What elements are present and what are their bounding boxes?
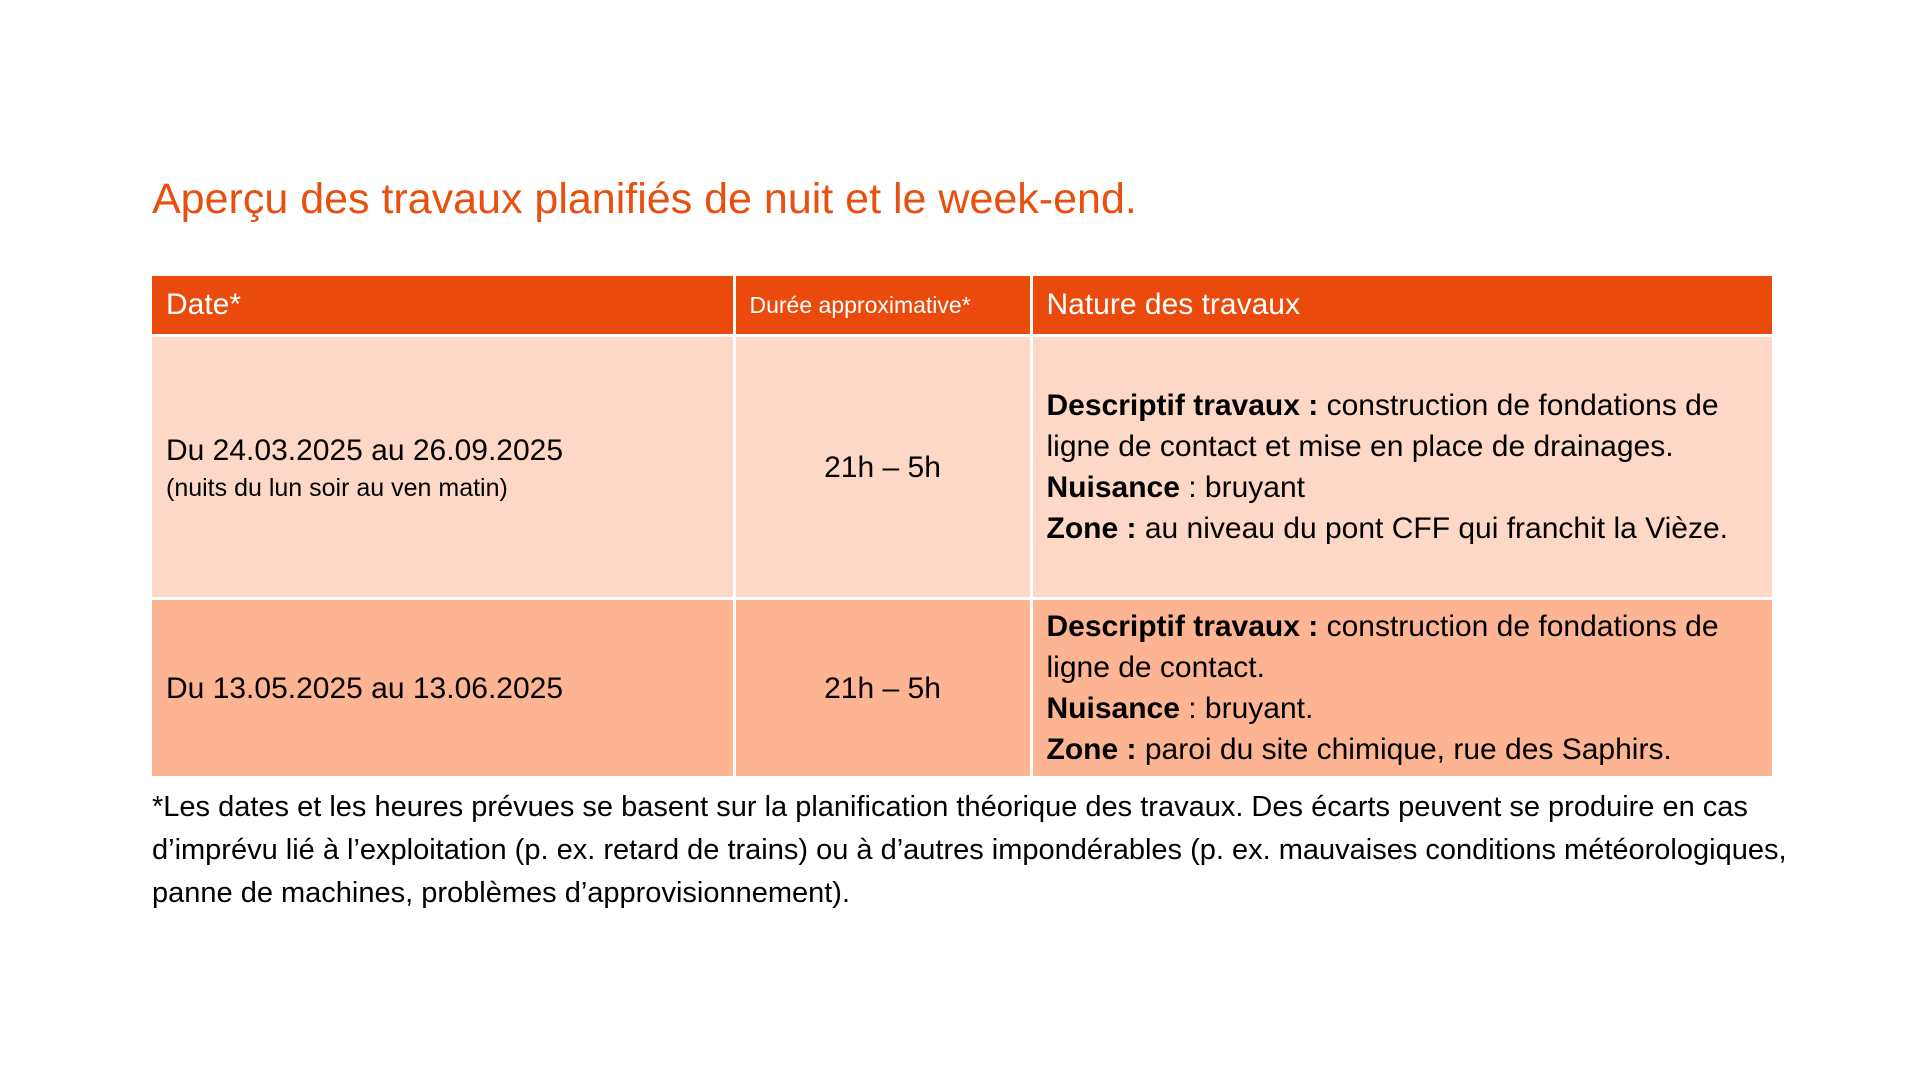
description-line <box>1047 385 1759 467</box>
header-nature: Nature des travaux <box>1031 276 1772 336</box>
works-schedule-table <box>152 276 1772 776</box>
cell-date <box>152 599 734 777</box>
cell-nature <box>1031 336 1772 599</box>
nuisance-label: Nuisance <box>1046 471 1180 504</box>
cell-duration: 21h – 5h <box>734 599 1031 777</box>
description-value: construction de fondations de ligne de contact. <box>1046 610 1719 684</box>
table-header-row <box>152 276 1772 336</box>
zone-line <box>1047 508 1759 549</box>
zone-value: au niveau du pont CFF qui franchit la Vièze. <box>1136 512 1728 545</box>
cell-duration: 21h – 5h <box>734 336 1031 599</box>
nuisance-value: : bruyant <box>1179 471 1305 504</box>
nuisance-label: Nuisance <box>1046 692 1180 725</box>
cell-nature <box>1031 599 1772 777</box>
footnote: *Les dates et les heures prévues se basent sur la planification théorique des travaux. Des écarts peuvent se produire en cas d’imprévu lié à l’exploitation (p. ex. retard de trains) ou à d’autres impondérables (p. ex. mauvaises conditions météorologiques, panne de machines, problèmes d’approvisionnement). <box>152 791 1787 909</box>
zone-value: paroi du site chimique, rue des Saphirs. <box>1136 733 1672 766</box>
description-line <box>1047 606 1759 688</box>
page-title: Aperçu des travaux planifiés de nuit et le week-end. <box>152 175 1137 223</box>
nuisance-line <box>1047 467 1759 508</box>
date-note: (nuits du lun soir au ven matin) <box>166 473 508 502</box>
description-label: Descriptif travaux : <box>1046 610 1319 643</box>
nuisance-value: : bruyant. <box>1179 692 1314 725</box>
description-label: Descriptif travaux : <box>1046 389 1319 422</box>
zone-label: Zone : <box>1046 733 1137 766</box>
date-range: Du 13.05.2025 au 13.06.2025 <box>166 671 564 705</box>
table-row <box>152 336 1772 599</box>
table-row <box>152 599 1772 777</box>
date-range: Du 24.03.2025 au 26.09.2025 <box>166 433 564 467</box>
zone-line <box>1047 729 1759 770</box>
nuisance-line <box>1047 688 1759 729</box>
header-date: Date* <box>152 276 734 336</box>
header-duration: Durée approximative* <box>734 276 1031 336</box>
zone-label: Zone : <box>1046 512 1137 545</box>
cell-date <box>152 336 734 599</box>
description-value: construction de fondations de ligne de contact et mise en place de drainages. <box>1046 389 1719 463</box>
